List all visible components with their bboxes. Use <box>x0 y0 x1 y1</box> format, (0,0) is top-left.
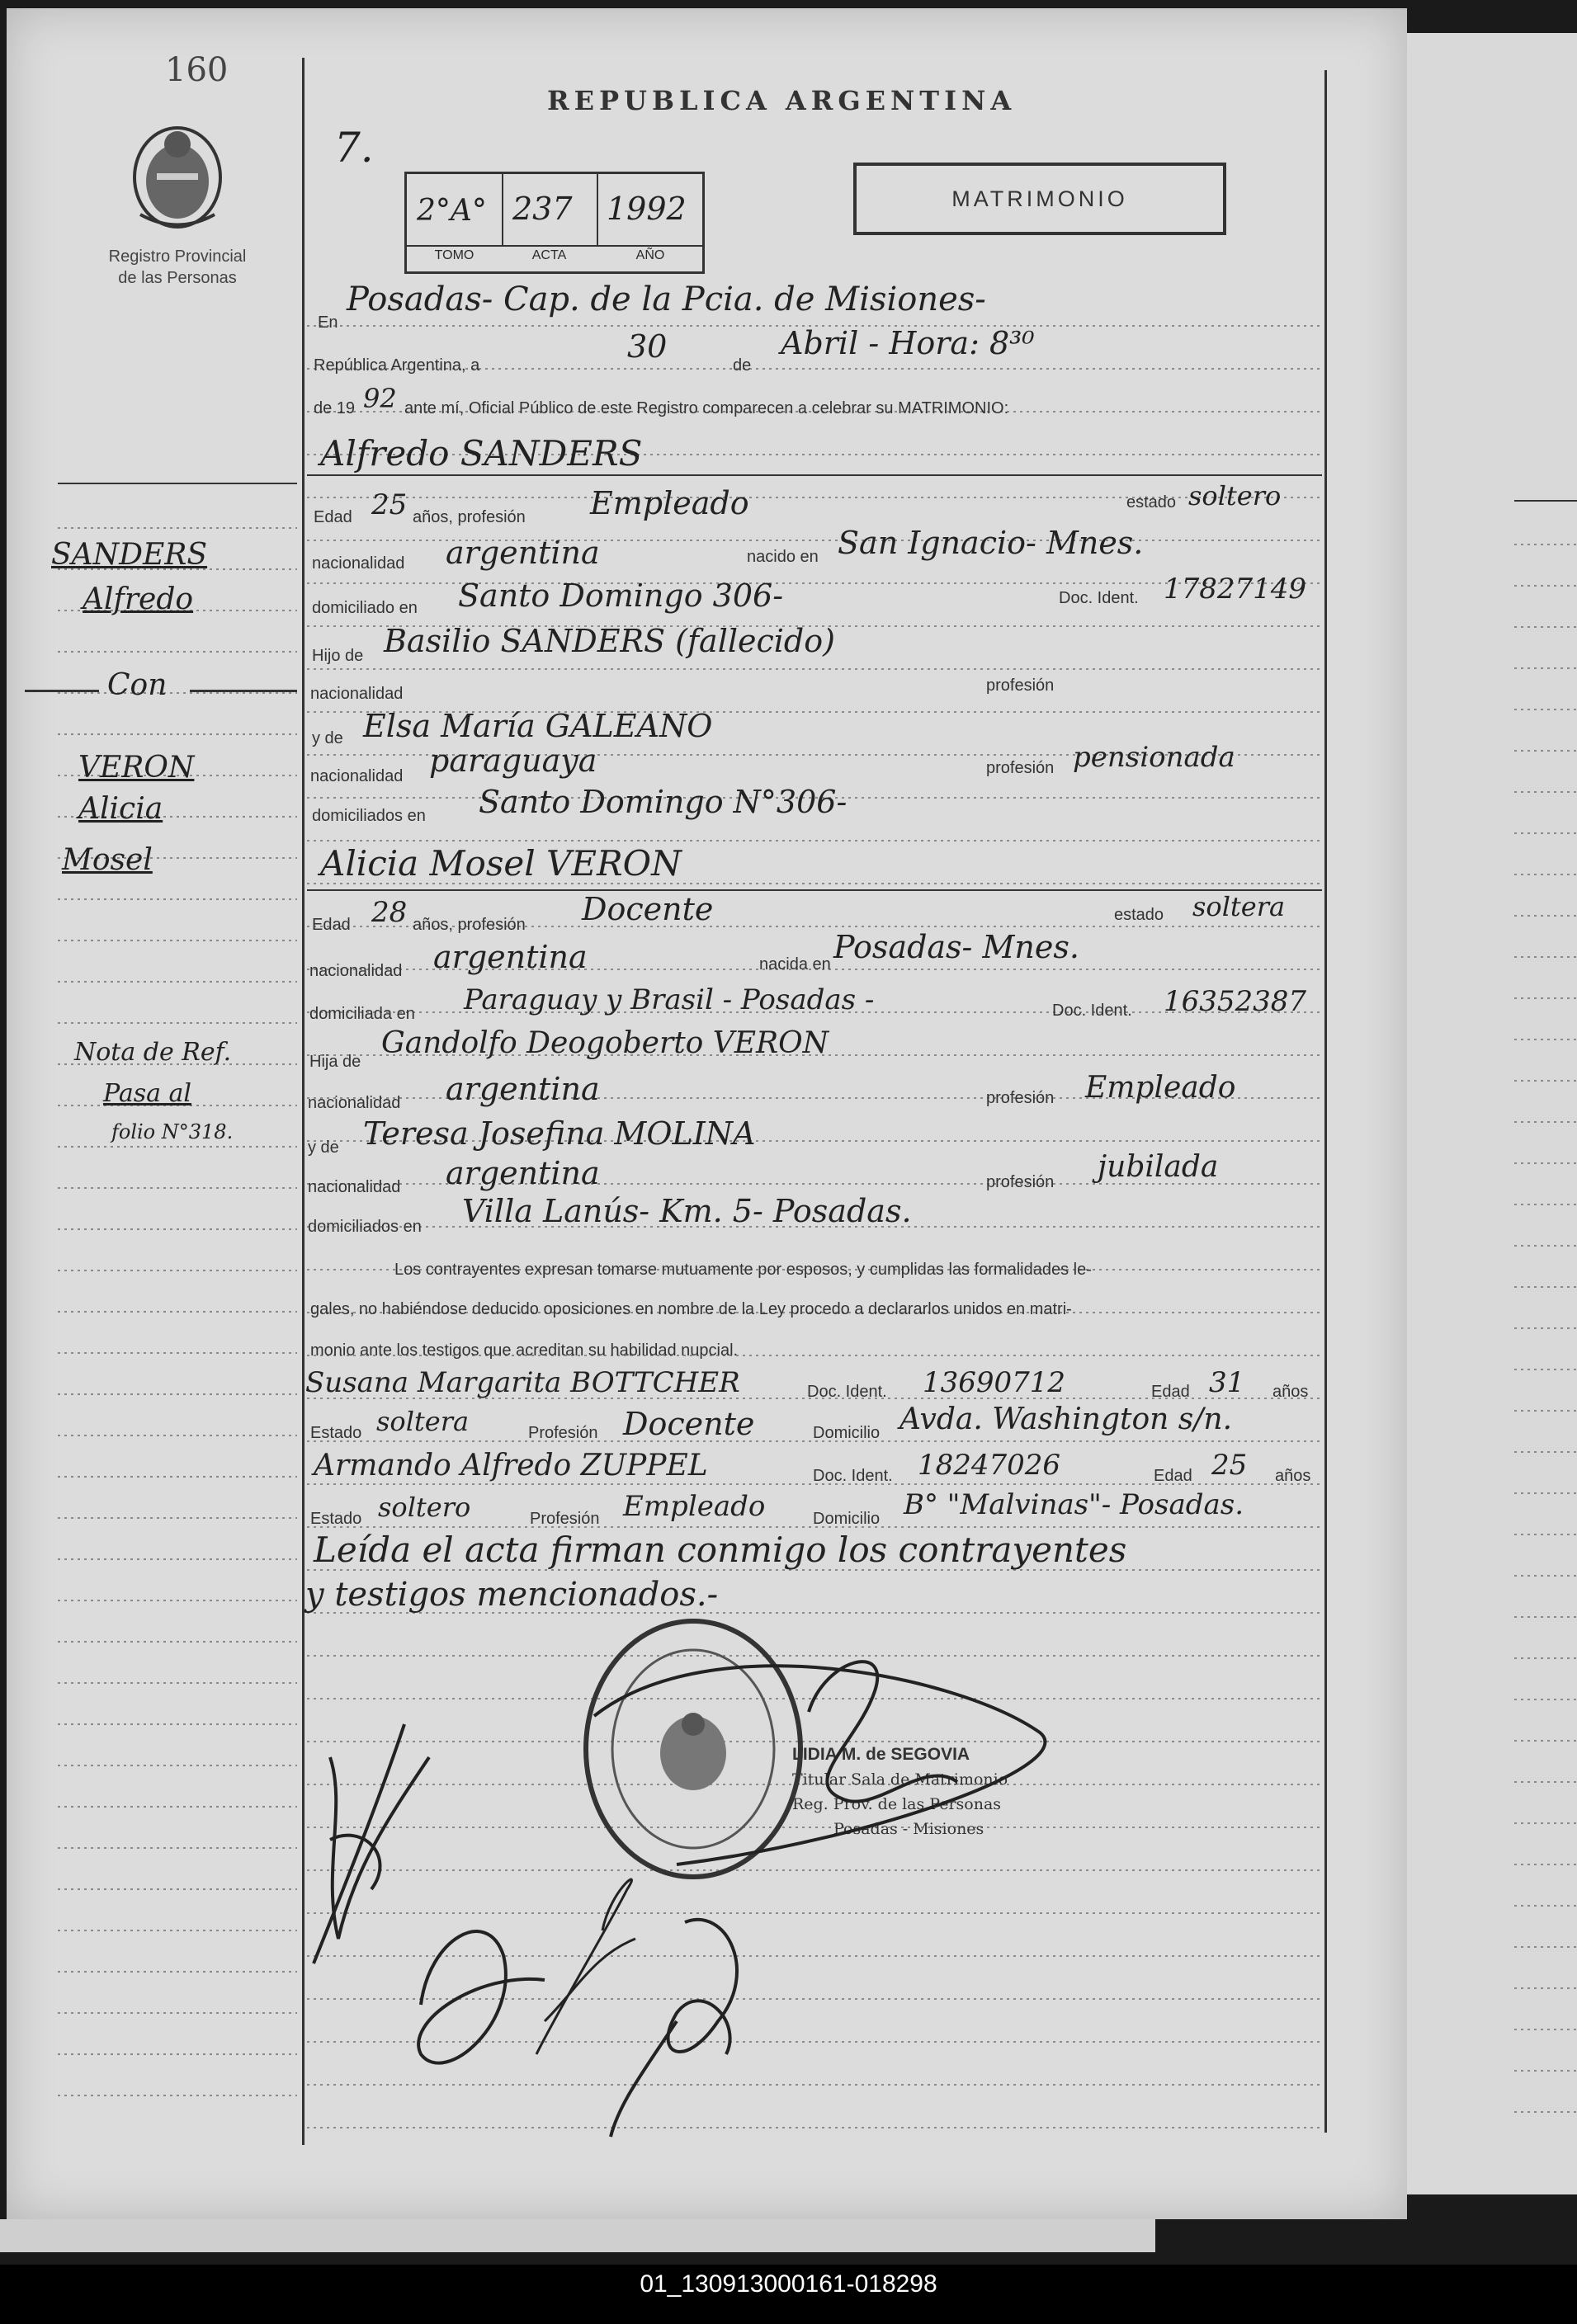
tomo-label: TOMO <box>434 248 475 262</box>
witness1-status: soltera <box>376 1406 470 1437</box>
bride-yde-label: y de <box>308 1138 339 1157</box>
signature-registrar <box>594 1662 1045 1864</box>
groom-nationality: argentina <box>446 535 600 571</box>
groom-mother: Elsa María GALEANO <box>363 708 713 744</box>
bride-mother-nat-label: nacionalidad <box>308 1178 401 1196</box>
witness2-estado-label: Estado <box>310 1510 362 1528</box>
bride-nac-label: nacionalidad <box>309 962 403 980</box>
stamp-line1: LIDIA M. de SEGOVIA <box>792 1745 970 1764</box>
witness2-doc-label: Doc. Ident. <box>813 1467 893 1485</box>
father-nat-label: nacionalidad <box>310 685 404 703</box>
bride-name: Alicia Mosel VERON <box>320 843 682 884</box>
witness1-dom-label: Domicilio <box>813 1424 881 1442</box>
bride-doc-label: Doc. Ident. <box>1052 1002 1132 1020</box>
witness1-estado-label: Estado <box>310 1424 362 1442</box>
groom-name: Alfredo SANDERS <box>320 433 643 474</box>
bride-birthplace: Posadas- Mnes. <box>833 929 1079 965</box>
witness1-name: Susana Margarita BOTTCHER <box>305 1366 740 1399</box>
margin-note2: Pasa al <box>103 1079 192 1108</box>
edad-label: Edad <box>314 508 352 526</box>
bride-mother-prof: jubilada <box>1098 1150 1219 1184</box>
margin-name2b: Alicia <box>78 792 163 826</box>
page-number: 160 <box>165 51 229 89</box>
witness2-edad-label: Edad <box>1154 1467 1192 1485</box>
right-border <box>1324 70 1327 2133</box>
coat-of-arms-icon <box>124 115 231 235</box>
con-dash-left <box>25 690 99 692</box>
signature-groom <box>314 1724 429 1963</box>
groom-parents-address: Santo Domingo N°306- <box>479 784 848 820</box>
witness1-anios-label: años <box>1272 1383 1309 1401</box>
bride-anios-prof-label: años, profesión <box>413 916 526 934</box>
margin-name2: VERON <box>78 751 195 785</box>
bride-mother-nat: argentina <box>446 1155 600 1191</box>
margin-note1: Nota de Ref. <box>74 1038 232 1067</box>
hijo-label: Hijo de <box>312 647 364 665</box>
closing-line1: Leída el acta firman conmigo los contrayentes <box>314 1530 1127 1570</box>
witness2-status: soltero <box>378 1492 471 1523</box>
bride-father-nat: argentina <box>446 1071 600 1107</box>
witness1-edad-label: Edad <box>1151 1383 1190 1401</box>
registry-line1: Registro Provincial <box>108 247 247 266</box>
witness2-doc: 18247026 <box>918 1449 1061 1482</box>
mother-prof-label: profesión <box>986 759 1055 777</box>
witness1-doc: 13690712 <box>923 1366 1066 1399</box>
margin-con: Con <box>107 668 168 702</box>
signature-witness2 <box>611 1920 737 2137</box>
de-label: de <box>733 356 752 375</box>
bride-address: Paraguay y Brasil - Posadas - <box>464 983 875 1016</box>
day-value: 30 <box>627 328 668 365</box>
registry-line2: de las Personas <box>118 269 237 287</box>
anio-label: AÑO <box>635 248 665 262</box>
closing-line2: y testigos mencionados.- <box>305 1576 719 1614</box>
month-hour-value: Abril - Hora: 8³⁰ <box>781 325 1035 361</box>
witness2-prof-label: Profesión <box>530 1510 600 1528</box>
groom-age: 25 <box>371 488 408 521</box>
witness1-prof: Docente <box>623 1406 755 1442</box>
hija-label: Hija de <box>309 1053 361 1071</box>
con-dash-right <box>190 690 297 692</box>
witness2-age: 25 <box>1211 1449 1248 1482</box>
bride-father-prof: Empleado <box>1085 1071 1236 1105</box>
groom-mother-nat: paraguaya <box>429 742 597 779</box>
stamp-line2: Titular Sala de Matrimonio <box>792 1770 1008 1789</box>
mother-nat-label: nacionalidad <box>310 767 404 785</box>
bride-mother-prof-label: profesión <box>986 1173 1055 1191</box>
en-label: En <box>318 313 338 332</box>
record-box <box>404 172 705 274</box>
groom-father: Basilio SANDERS (fallecido) <box>384 623 835 659</box>
year-prefix: de 19 <box>314 399 356 417</box>
bride-father-prof-label: profesión <box>986 1089 1055 1107</box>
paragraph-line3: monio ante los testigos que acreditan su habilidad nupcial. <box>310 1341 739 1360</box>
year-value: 92 <box>363 383 397 414</box>
witness2-name: Armando Alfredo ZUPPEL <box>314 1449 708 1483</box>
witness1-age: 31 <box>1209 1366 1245 1399</box>
registry-name <box>74 246 281 289</box>
margin-name2c: Mosel <box>62 843 153 877</box>
bride-father: Gandolfo Deogoberto VERON <box>381 1026 829 1060</box>
margin-note3: folio N°318. <box>111 1120 234 1143</box>
nacido-label: nacido en <box>747 548 819 566</box>
groom-status: soltero <box>1188 480 1282 511</box>
bride-status: soltera <box>1192 891 1286 922</box>
paragraph-line1: Los contrayentes expresan tomarse mutuamente por esposos, y cumplidas las formalidades le- <box>394 1261 1092 1279</box>
witness2-dom-label: Domicilio <box>813 1510 881 1528</box>
estado-label: estado <box>1126 493 1177 511</box>
groom-birthplace: San Ignacio- Mnes. <box>838 525 1144 561</box>
groom-mother-prof: pensionada <box>1073 741 1235 774</box>
groom-address: Santo Domingo 306- <box>458 577 784 614</box>
bride-parents-address: Villa Lanús- Km. 5- Posadas. <box>462 1193 912 1229</box>
nacionalidad-label: nacionalidad <box>312 554 405 573</box>
place-value: Posadas- Cap. de la Pcia. de Misiones- <box>347 280 986 318</box>
signatures <box>297 1592 1164 2170</box>
filename-label: 01_130913000161-018298 <box>640 2270 937 2298</box>
bride-mother: Teresa Josefina MOLINA <box>363 1115 756 1152</box>
witness2-prof: Empleado <box>623 1490 766 1523</box>
bride-nationality: argentina <box>433 939 588 975</box>
acta-label: ACTA <box>531 248 567 262</box>
bride-profession: Docente <box>582 891 714 927</box>
bride-father-nat-label: nacionalidad <box>308 1094 401 1112</box>
corner-mark: 7. <box>334 124 374 172</box>
witness2-anios-label: años <box>1275 1467 1311 1485</box>
doc-label: Doc. Ident. <box>1059 589 1139 607</box>
bride-age: 28 <box>371 896 408 929</box>
tomo-value: 2°A° <box>417 194 487 228</box>
signature-witness1 <box>536 1879 635 2054</box>
anios-prof-label: años, profesión <box>413 508 526 526</box>
witness2-address: B° "Malvinas"- Posadas. <box>904 1488 1244 1521</box>
domiciliado-label: domiciliado en <box>312 599 418 617</box>
bride-separator <box>307 889 1322 891</box>
father-prof-label: profesión <box>986 676 1055 695</box>
act-type-label: MATRIMONIO <box>951 186 1128 211</box>
domiciliados-label: domiciliados en <box>312 807 426 825</box>
witness1-address: Avda. Washington s/n. <box>899 1402 1233 1436</box>
bride-edad-label: Edad <box>312 916 351 934</box>
anio-value: 1992 <box>607 191 687 227</box>
bride-doc: 16352387 <box>1164 985 1307 1018</box>
margin-top-rule <box>58 483 297 484</box>
stamp-line3: Reg. Prov. de las Personas <box>792 1795 1002 1813</box>
country-title: REPUBLICA ARGENTINA <box>547 85 1017 116</box>
margin-name1: SANDERS <box>51 538 208 572</box>
yde-label: y de <box>312 729 343 747</box>
bride-estado-label: estado <box>1114 906 1164 924</box>
groom-doc: 17827149 <box>1164 573 1307 606</box>
bride-domiciliados-label: domiciliados en <box>308 1218 422 1236</box>
right-page-rule <box>1514 500 1577 502</box>
witness1-prof-label: Profesión <box>528 1424 598 1442</box>
signature-bride <box>418 1931 545 2063</box>
intro-text: ante mí, Oficial Público de este Registro comparecen a celebrar su MATRIMONIO: <box>404 399 1009 417</box>
groom-profession: Empleado <box>590 485 749 521</box>
witness1-doc-label: Doc. Ident. <box>807 1383 887 1401</box>
margin-name1b: Alfredo <box>83 582 194 616</box>
nacida-label: nacida en <box>759 955 831 973</box>
paragraph-line2: gales, no habiéndose deducido oposiciones en nombre de la Ley procedo a declararlos unidos en matri- <box>310 1300 1072 1318</box>
act-type-box <box>853 163 1226 235</box>
groom-separator <box>307 474 1322 476</box>
acta-value: 237 <box>512 191 573 227</box>
domiciliada-label: domiciliada en <box>309 1005 415 1023</box>
stamp-line4: Posadas - Misiones <box>833 1820 984 1838</box>
republica-label: República Argentina, a <box>314 356 480 375</box>
